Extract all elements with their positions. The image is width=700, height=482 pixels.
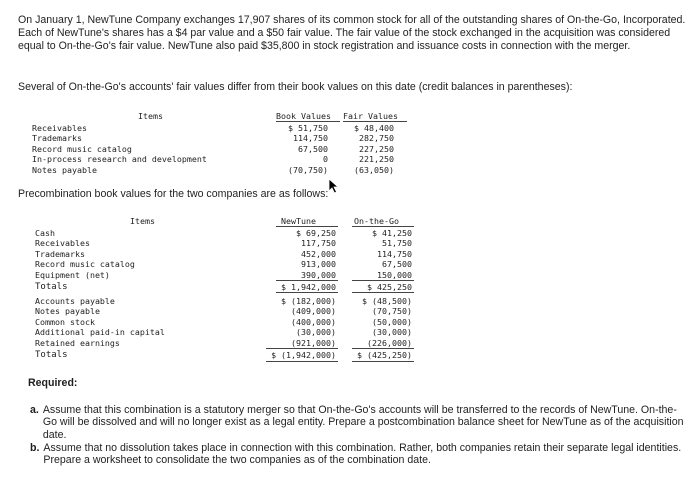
table2-otg-value: (226,000): [367, 337, 412, 348]
table1-row-label: Receivables: [32, 123, 87, 133]
table2-otg-header: On-the-Go: [354, 216, 399, 226]
table1-fair-header: Fair Values: [343, 111, 398, 121]
table2-total-rule: [276, 292, 338, 293]
table2-newtune-value: 117,750: [301, 238, 336, 249]
table2-total-rule: [352, 361, 414, 362]
table2-newtune-value: $ (1,942,000): [271, 350, 336, 360]
table1-book-value: $ 51,750: [288, 123, 328, 133]
table2-row-label: Totals: [35, 282, 68, 292]
table2-otg-value: $ (48,500): [362, 296, 412, 306]
table2-subtotal-rule: [266, 348, 338, 349]
table2-row-label: Equipment (net): [35, 269, 110, 280]
table1-fair-value: 221,250: [359, 154, 394, 165]
table1-book-value: 0: [323, 154, 328, 165]
table2-newtune-header-rule: [276, 226, 338, 227]
problem-intro: On January 1, NewTune Company exchanges 17,907 shares of its common stock for all of the outstanding shares of On-the-Go, Incorporated. Each of NewTune's shares has a $4 par value and a $50 fair value. The fair value of the stock exchanged in the acquisition was considered equal to On-the-Go's fair value. NewTune also paid $35,800 in stock registration and issuance costs in connection with the merger.: [18, 14, 686, 52]
table1-row-label: Notes payable: [32, 164, 97, 175]
table2-otg-value: 51,750: [382, 238, 412, 249]
table2-newtune-value: (400,000): [291, 316, 336, 327]
table2-row-label: Common stock: [35, 316, 95, 327]
table2-newtune-value: 913,000: [301, 259, 336, 270]
table2-row-label: Additional paid-in capital: [35, 327, 165, 338]
table2-newtune-value: 390,000: [301, 269, 336, 280]
fair-value-intro: Several of On-the-Go's accounts' fair values differ from their book values on this date (credit balances in parentheses):: [18, 81, 573, 93]
table2-newtune-value: $ 69,250: [296, 228, 336, 238]
table1-book-value: 67,500: [298, 143, 328, 154]
table2-otg-value: $ (425,250): [357, 350, 412, 360]
table2-total-rule: [266, 361, 338, 362]
requirement-b-text: Assume that no dissolution takes place in connection with this combination. Rather, both companies retain their separate legal identities. Prepare a worksheet to consolidate the two companies as of the combination date.: [43, 442, 682, 467]
table2-newtune-header: NewTune: [281, 216, 316, 226]
table2-otg-value: $ 425,250: [367, 282, 412, 292]
table1-fair-header-rule: [343, 121, 407, 122]
table2-otg-value: $ 41,250: [372, 228, 412, 238]
table2-row-label: Accounts payable: [35, 296, 115, 306]
table2-subtotal-rule: [276, 280, 338, 281]
table1-book-header: Book Values: [276, 111, 331, 121]
table2-row-label: Totals: [35, 350, 68, 360]
table2-row-label: Trademarks: [35, 248, 85, 259]
table2-newtune-value: $ 1,942,000: [281, 282, 336, 292]
table2-row-label: Receivables: [35, 238, 90, 249]
table2-total-rule: [352, 292, 414, 293]
table2-row-label: Record music catalog: [35, 259, 135, 270]
required-heading: Required:: [28, 377, 78, 389]
table2-subtotal-rule: [352, 348, 414, 349]
table2-row-label: Cash: [35, 228, 55, 238]
table2-otg-value: (50,000): [372, 316, 412, 327]
requirement-a: [30, 404, 686, 441]
table1-book-value: (70,750): [288, 164, 328, 175]
table1-fair-value: 282,750: [359, 133, 394, 144]
requirement-a-letter: a.: [30, 404, 39, 416]
precombination-intro: Precombination book values for the two companies are as follows:: [18, 188, 329, 200]
table2-row-label: Retained earnings: [35, 337, 120, 348]
table2-row-label: Notes payable: [35, 306, 100, 317]
table2-subtotal-rule: [352, 280, 414, 281]
table2-otg-header-rule: [352, 226, 414, 227]
table2-newtune-value: $ (182,000): [281, 296, 336, 306]
table1-row-label: Record music catalog: [32, 143, 132, 154]
table2-items-header: Items: [130, 216, 155, 226]
table1-fair-value: $ 48,400: [354, 123, 394, 133]
table1-fair-value: 227,250: [359, 143, 394, 154]
table2-newtune-value: (409,000): [291, 306, 336, 317]
requirement-b-letter: b.: [30, 442, 40, 454]
table1-fair-value: (63,050): [354, 164, 394, 175]
table2-newtune-value: (921,000): [291, 337, 336, 348]
table2-otg-value: (70,750): [372, 306, 412, 317]
table1-book-header-rule: [276, 121, 340, 122]
table2-otg-value: 150,000: [377, 269, 412, 280]
table2-otg-value: (30,000): [372, 327, 412, 338]
table1-row-label: Trademarks: [32, 133, 82, 144]
table1-book-value: 114,750: [293, 133, 328, 144]
table1-row-label: In-process research and development: [32, 154, 207, 165]
table2-newtune-value: 452,000: [301, 248, 336, 259]
requirement-b: [30, 442, 686, 467]
requirement-a-text: Assume that this combination is a statutory merger so that On-the-Go's accounts will be transferred to the records of NewTune. On-the-Go will be dissolved and will no longer exist as a legal entity. Prepare a postcombination balance sheet for NewTune as of the acquisition date.: [42, 404, 684, 441]
table2-newtune-value: (30,000): [296, 327, 336, 338]
table2-otg-value: 114,750: [377, 248, 412, 259]
table1-items-header: Items: [138, 111, 163, 121]
table2-otg-value: 67,500: [382, 259, 412, 270]
